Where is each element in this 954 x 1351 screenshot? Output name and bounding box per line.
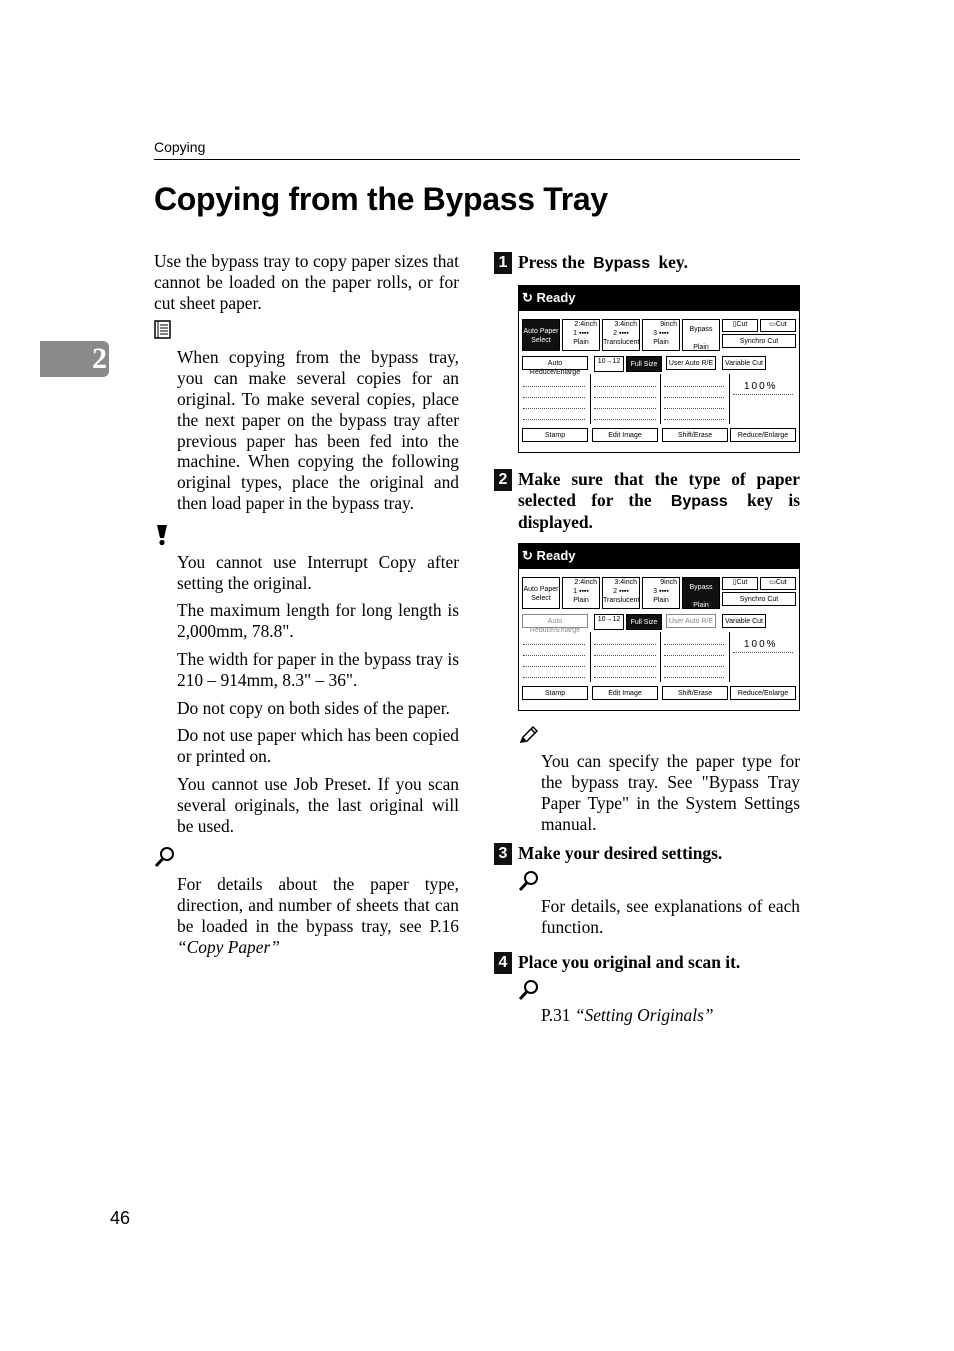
reference-block [154, 874, 459, 957]
note-icon [154, 319, 459, 341]
chapter-tab: 2 [40, 341, 109, 377]
shift-erase-button[interactable]: Shift/Erase [662, 686, 728, 700]
synchro-cut-button[interactable]: Synchro Cut [722, 334, 796, 348]
preset-ratio-button[interactable]: 10→12 [594, 356, 624, 372]
user-auto-re-button[interactable]: User Auto R/E [666, 356, 716, 370]
cut-button-2[interactable]: ▭Cut [760, 319, 796, 332]
reference-icon [518, 870, 800, 892]
important-item: Do not use paper which has been copied or printed on. [177, 725, 459, 767]
control-panel-display [518, 285, 800, 453]
auto-paper-select-button[interactable]: Auto Paper Select [522, 577, 560, 609]
important-block [154, 552, 459, 837]
step-3-reference [494, 870, 800, 938]
control-panel-display-bypass-selected [518, 543, 800, 711]
synchro-cut-button[interactable]: Synchro Cut [722, 592, 796, 606]
reference-icon [518, 979, 800, 1001]
stamp-button[interactable]: Stamp [522, 428, 588, 442]
reference-text: For details about the paper type, direction, and number of sheets that can be loaded in the bypass tray, see P.16 [177, 874, 459, 936]
step-2-note-text: You can specify the paper type for the bypass tray. See "Bypass Tray Paper Type" in the System Settings manual. [541, 751, 800, 834]
bypass-button[interactable]: Bypass Plain [682, 319, 720, 351]
cut-button-1[interactable]: ▯Cut [722, 319, 758, 332]
step-number: 3 [494, 843, 512, 865]
note-text: When copying from the bypass tray, you can make several copies for an original. To make several copies, place the next paper on the bypass tray after previous paper has been fed into the machine. When copying the following original types, place the original and then load paper in the bypass tray. [177, 347, 459, 513]
auto-paper-select-button[interactable]: Auto Paper Select [522, 319, 560, 351]
auto-reduce-enlarge-button[interactable]: Auto Reduce/Enlarge [522, 356, 588, 370]
paper-roll-1-button[interactable]: 2:4inch 1 ▪▪▪▪ Plain [562, 577, 600, 609]
variable-cut-button[interactable]: Variable Cut [722, 614, 766, 628]
bypass-key-label: Bypass [670, 492, 728, 510]
ready-status: ↻ Ready [522, 289, 576, 305]
setting-originals-link[interactable]: “Setting Originals” [574, 1004, 714, 1025]
step-2-note [494, 725, 800, 834]
ratio-display: 100% [744, 380, 778, 392]
intro-text: Use the bypass tray to copy paper sizes that cannot be loaded on the paper rolls, or for cut sheet paper. [154, 251, 459, 313]
step-4 [494, 952, 800, 973]
left-column [154, 251, 459, 958]
reduce-enlarge-button[interactable]: Reduce/Enlarge [730, 686, 796, 700]
important-item: The maximum length for long length is 2,000mm, 78.8". [177, 600, 459, 642]
reduce-enlarge-button[interactable]: Reduce/Enlarge [730, 428, 796, 442]
important-item: Do not copy on both sides of the paper. [177, 697, 450, 718]
full-size-button[interactable]: Full Size [626, 356, 662, 372]
paper-roll-2-button[interactable]: 3:4inch 2 ▪▪▪▪ Translucent [602, 577, 640, 609]
step-4-text: Place you original and scan it. [518, 951, 741, 972]
variable-cut-button[interactable]: Variable Cut [722, 356, 766, 370]
cut-button-2[interactable]: ▭Cut [760, 577, 796, 590]
right-column [494, 252, 800, 1025]
step-3-text: Make your desired settings. [518, 843, 723, 864]
step-3-reference-text: For details, see explanations of each function. [541, 896, 800, 937]
step-number: 4 [494, 952, 512, 974]
step-3 [494, 843, 800, 864]
shift-erase-button[interactable]: Shift/Erase [662, 428, 728, 442]
reference-icon [154, 846, 459, 868]
bypass-key-label: Bypass [593, 255, 651, 272]
paper-roll-3-button[interactable]: 9inch 3 ▪▪▪▪ Plain [642, 319, 680, 351]
cut-button-1[interactable]: ▯Cut [722, 577, 758, 590]
pencil-icon [518, 725, 800, 747]
edit-image-button[interactable]: Edit Image [592, 428, 658, 442]
reference-link[interactable]: “Copy Paper” [177, 936, 280, 957]
step-number: 2 [494, 469, 512, 491]
page-number: 46 [110, 1208, 131, 1228]
ratio-display: 100% [744, 639, 778, 651]
step-1: 1 Press the Bypass key. [494, 252, 800, 275]
paper-roll-1-button[interactable]: 2:4inch 1 ▪▪▪▪ Plain [562, 319, 600, 351]
preset-ratio-button[interactable]: 10→12 [594, 614, 624, 630]
bypass-button[interactable]: Bypass Plain [682, 577, 720, 609]
edit-image-button[interactable]: Edit Image [592, 686, 658, 700]
step-2: 2 Make sure that the type of paper selected for the Bypass key is displayed. [494, 469, 800, 533]
paper-roll-3-button[interactable]: 9inch 3 ▪▪▪▪ Plain [642, 577, 680, 609]
step-4-reference-text: P.31 [541, 1004, 575, 1025]
full-size-button[interactable]: Full Size [626, 614, 662, 630]
step-number: 1 [494, 252, 512, 274]
important-item: You cannot use Interrupt Copy after setting the original. [177, 551, 459, 593]
ready-status: ↻ Ready [522, 548, 576, 564]
important-item: The width for paper in the bypass tray is 210 – 914mm, 8.3" – 36". [177, 648, 459, 690]
stamp-button[interactable]: Stamp [522, 686, 588, 700]
running-header: Copying [154, 139, 206, 155]
paper-roll-2-button[interactable]: 3:4inch 2 ▪▪▪▪ Translucent [602, 319, 640, 351]
user-auto-re-button[interactable]: User Auto R/E [666, 614, 716, 628]
important-item: You cannot use Job Preset. If you scan several originals, the last original will be used. [177, 773, 459, 836]
important-icon [154, 524, 459, 546]
note-block [154, 347, 459, 513]
header-rule [154, 159, 800, 160]
page-title: Copying from the Bypass Tray [154, 181, 608, 217]
auto-reduce-enlarge-button[interactable]: Auto Reduce/Enlarge [522, 614, 588, 628]
step-4-reference [494, 979, 800, 1026]
